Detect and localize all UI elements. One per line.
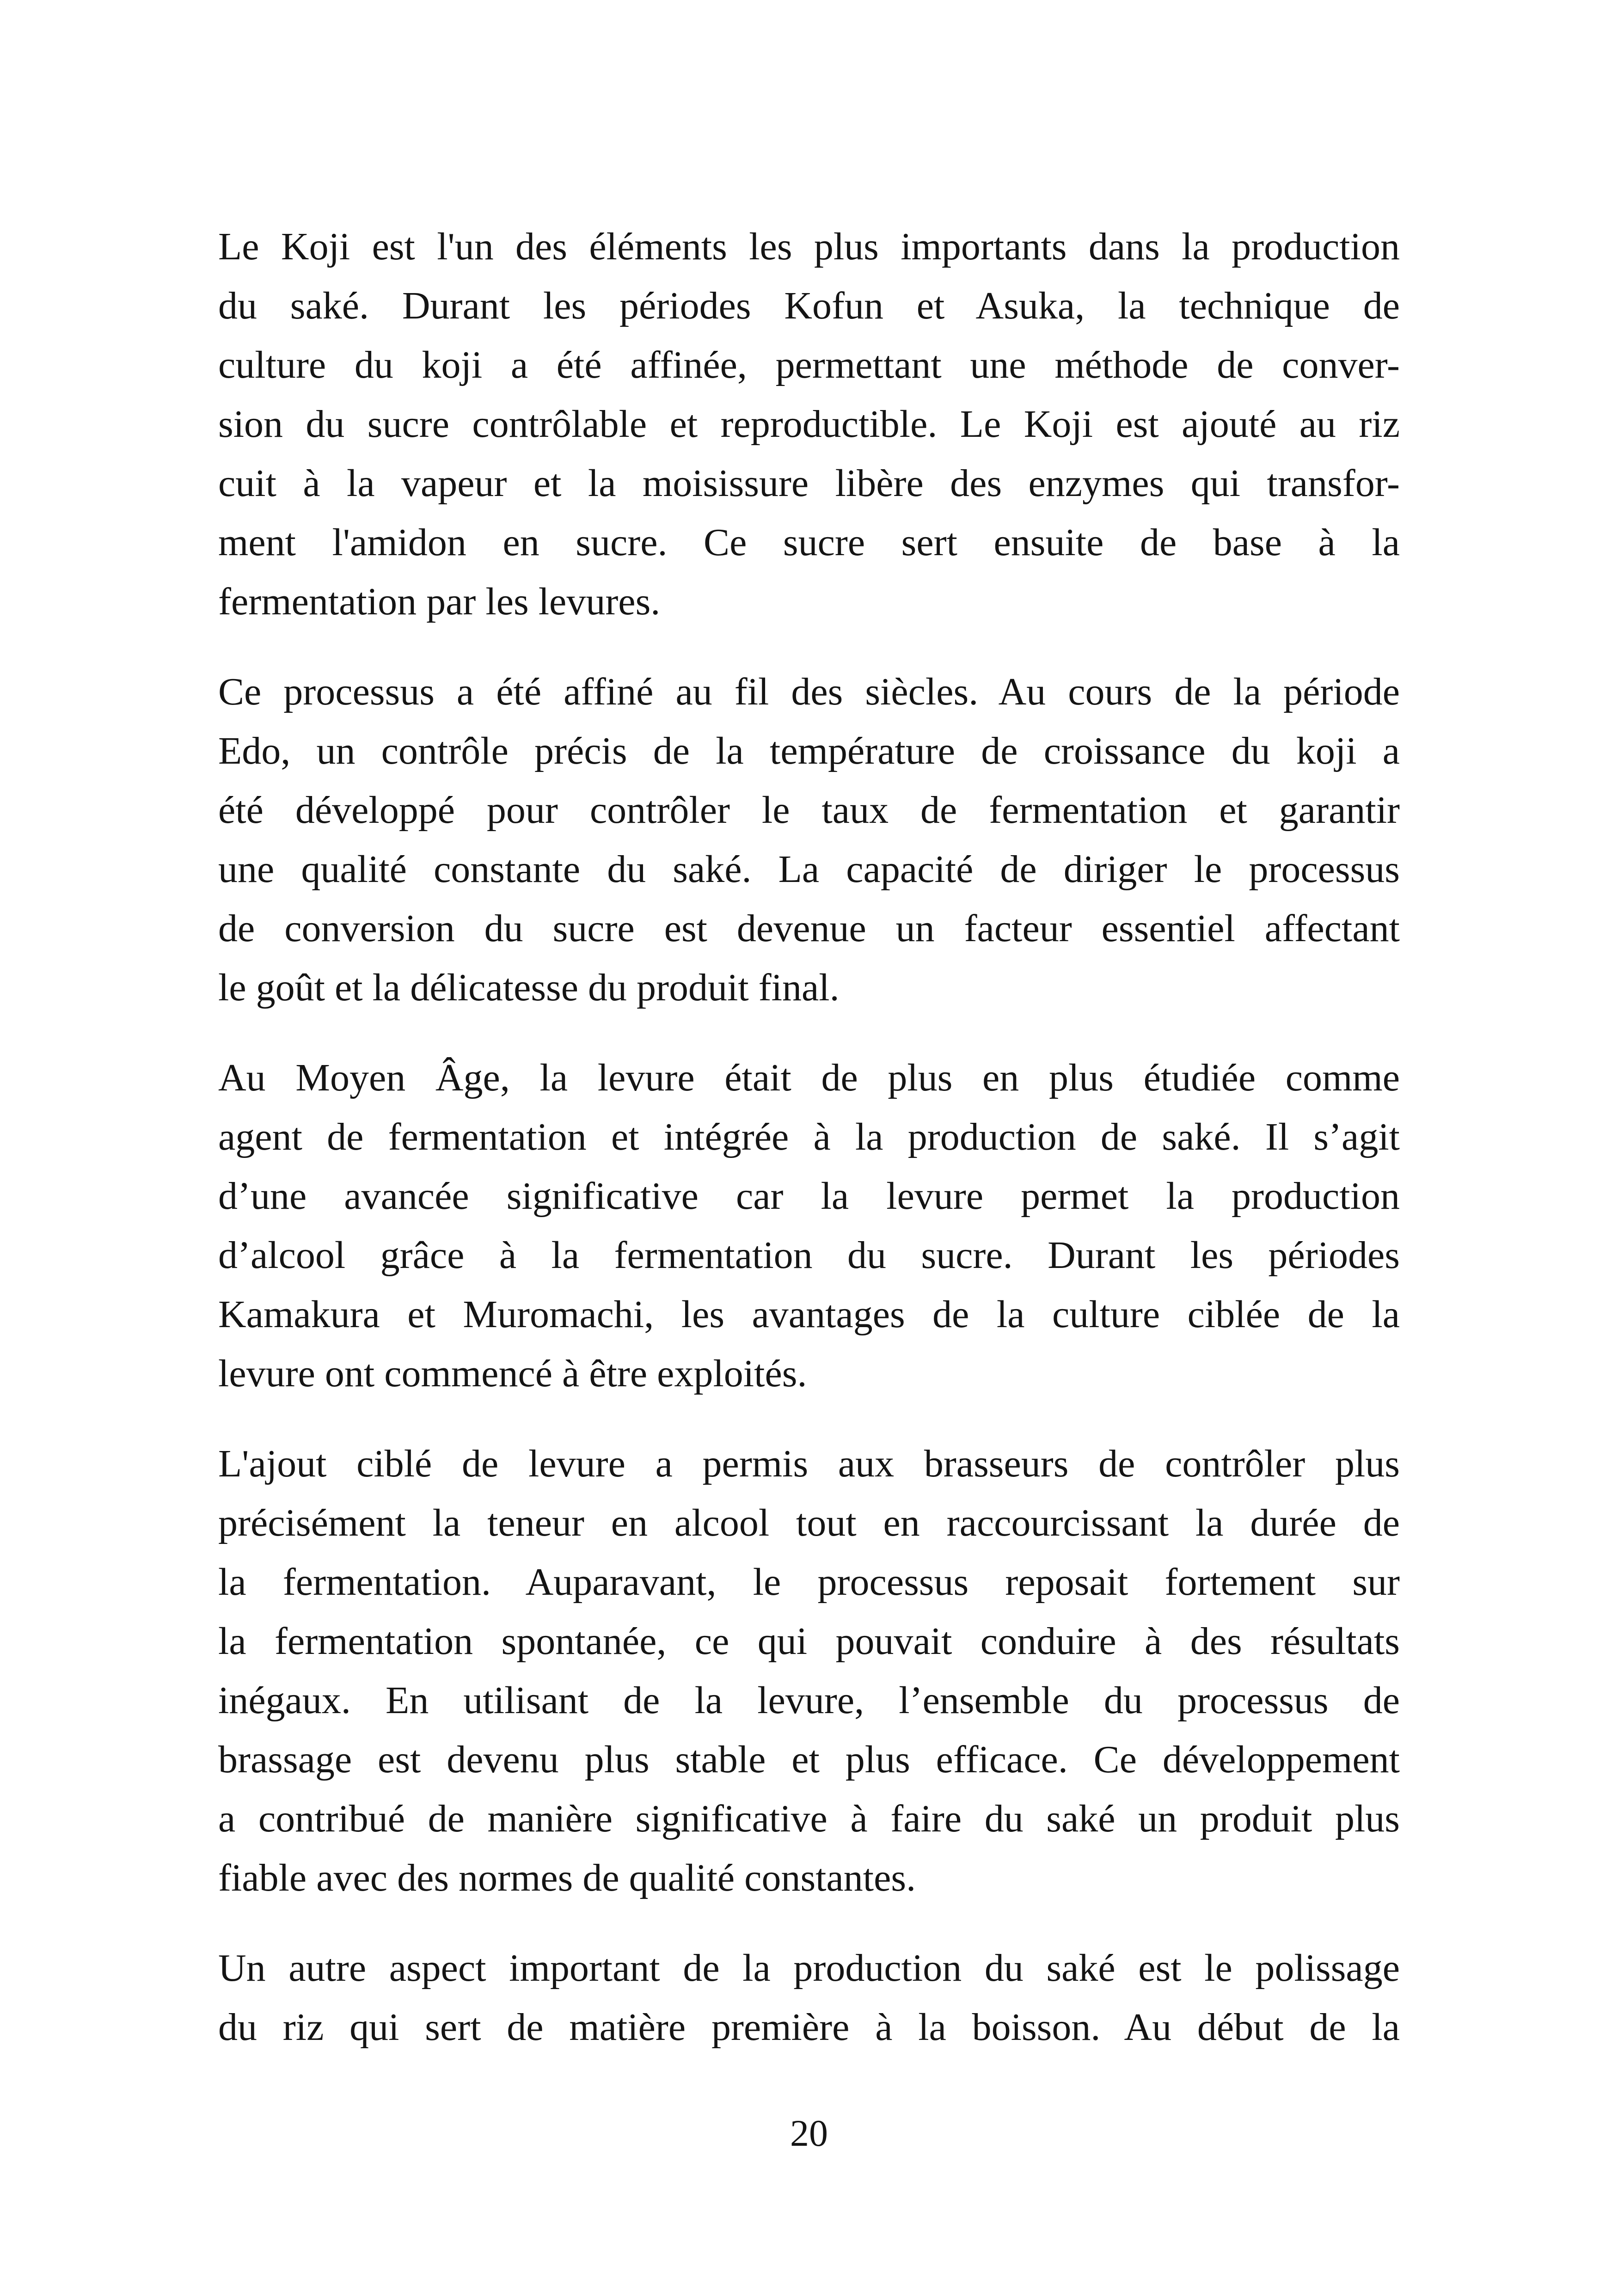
text-line: précisément la teneur en alcool tout en raccourcissant la durée de (218, 1501, 1400, 1544)
page-number: 20 (790, 2112, 828, 2154)
text-line: a contribué de manière significative à faire du saké un produit plus (218, 1797, 1400, 1840)
text-line: Au Moyen Âge, la levure était de plus en plus étudiée comme (218, 1056, 1400, 1099)
text-line: de conversion du sucre est devenue un facteur essentiel affectant (218, 907, 1400, 950)
text-line: Kamakura et Muromachi, les avantages de la culture ciblée de la (218, 1293, 1400, 1336)
paragraph-yeast-control (218, 1434, 1400, 1908)
text-line: L'ajout ciblé de levure a permis aux brasseurs de contrôler plus (218, 1442, 1400, 1485)
text-line: du saké. Durant les périodes Kofun et Asuka, la technique de (218, 284, 1400, 327)
text-line: fiable avec des normes de qualité constantes. (218, 1856, 916, 1899)
body-text (218, 217, 1400, 2088)
text-line: été développé pour contrôler le taux de fermentation et garantir (218, 789, 1400, 832)
paragraph-edo-period (218, 662, 1400, 1017)
text-line: levure ont commencé à être exploités. (218, 1352, 807, 1395)
paragraph-koji-intro (218, 217, 1400, 631)
text-line: la fermentation spontanée, ce qui pouvait conduire à des résultats (218, 1620, 1400, 1663)
text-line: ment l'amidon en sucre. Ce sucre sert ensuite de base à la (218, 521, 1400, 564)
text-line: Edo, un contrôle précis de la température de croissance du koji a (218, 729, 1400, 772)
text-line: fermentation par les levures. (218, 580, 661, 623)
text-line: le goût et la délicatesse du produit final. (218, 966, 840, 1009)
text-line: d’alcool grâce à la fermentation du sucre. Durant les périodes (218, 1234, 1400, 1277)
text-line: du riz qui sert de matière première à la boisson. Au début de la (218, 2006, 1400, 2049)
text-line: agent de fermentation et intégrée à la production de saké. Il s’agit (218, 1115, 1400, 1158)
text-line: Le Koji est l'un des éléments les plus importants dans la production (218, 225, 1400, 268)
paragraph-rice-polishing (218, 1939, 1400, 2057)
text-line: d’une avancée significative car la levure permet la production (218, 1175, 1400, 1218)
text-line: brassage est devenu plus stable et plus efficace. Ce développement (218, 1738, 1400, 1781)
text-line: Un autre aspect important de la production du saké est le polissage (218, 1947, 1400, 1990)
text-line: la fermentation. Auparavant, le processus reposait fortement sur (218, 1561, 1400, 1604)
text-line: Ce processus a été affiné au fil des siècles. Au cours de la période (218, 670, 1400, 713)
paragraph-middle-ages-yeast (218, 1048, 1400, 1403)
text-line: inégaux. En utilisant de la levure, l’ensemble du processus de (218, 1679, 1400, 1722)
text-line: une qualité constante du saké. La capacité de diriger le processus (218, 848, 1400, 891)
text-line: cuit à la vapeur et la moisissure libère des enzymes qui transfor- (218, 462, 1400, 505)
text-line: culture du koji a été affinée, permettant une méthode de conver- (218, 343, 1400, 386)
text-line: sion du sucre contrôlable et reproductible. Le Koji est ajouté au riz (218, 403, 1400, 446)
